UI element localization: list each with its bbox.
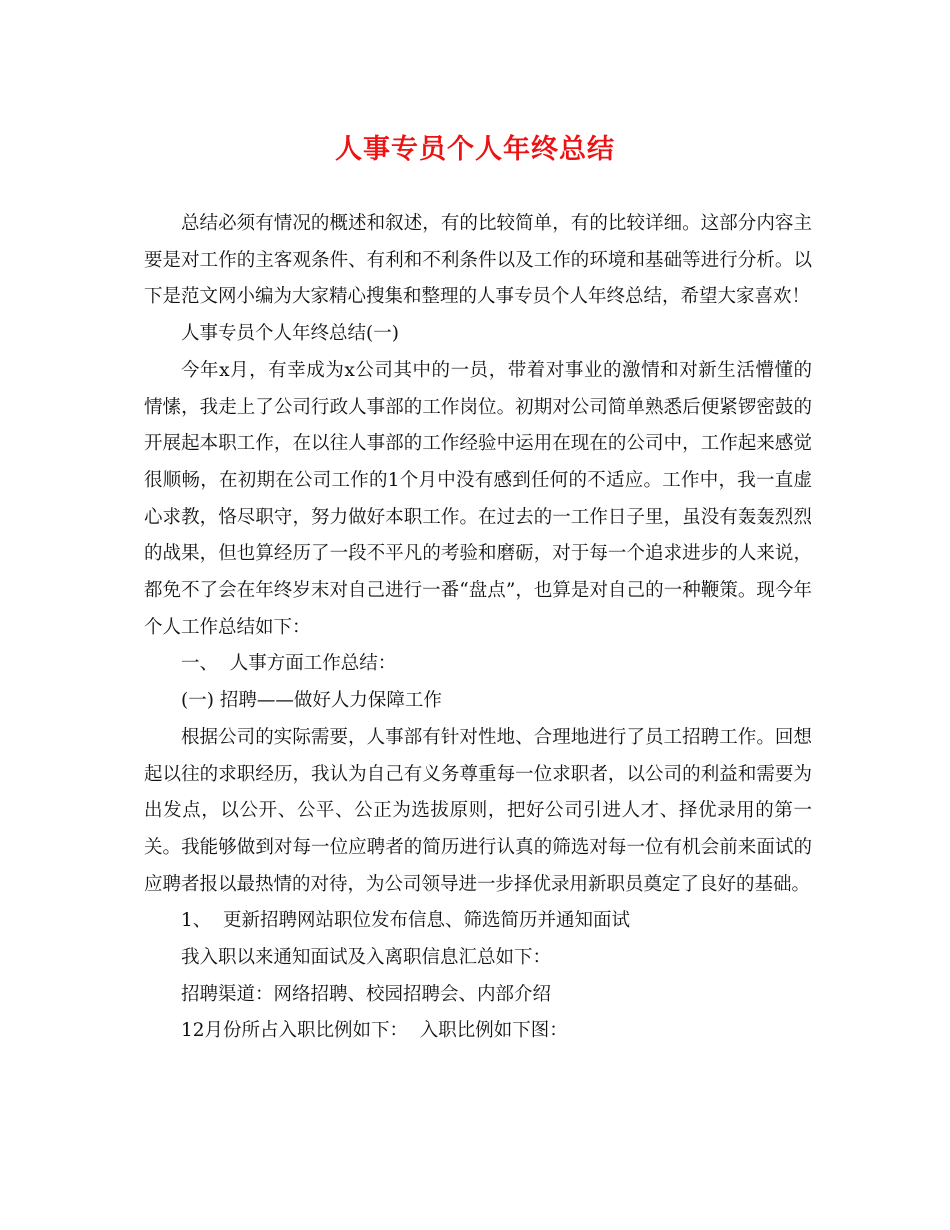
body-paragraph: 根据公司的实际需要，人事部有针对性地、合理地进行了员工招聘工作。回想起以往的求职经历，我认为自己有义务尊重每一位求职者，以公司的利益和需要为出发点，以公开、公平、公正为选拔原则，把好公司引进人才、择优录用的第一关。我能够做到对每一位应聘者的简历进行认真的筛选对每一位有机会前来面试的应聘者报以最热情的对待，为公司领导进一步择优录用新职员奠定了良好的基础。 (144, 726, 812, 895)
body-paragraph: 12月份所占入职比例如下： 入职比例如下图： (181, 1020, 568, 1042)
list-item: 1、 更新招聘网站职位发布信息、筛选简历并通知面试 (181, 910, 631, 932)
intro-paragraph: 总结必须有情况的概述和叙述，有的比较简单，有的比较详细。这部分内容主要是对工作的主客观条件、有利和不利条件以及工作的环境和基础等进行分析。以下是范文网小编为大家精心搜集和整理的人事专员个人年终总结，希望大家喜欢！ (144, 213, 812, 308)
body-paragraph: 招聘渠道：网络招聘、校园招聘会、内部介绍 (181, 983, 552, 1005)
document-body (144, 206, 812, 1050)
body-paragraph: 我入职以来通知面试及入离职信息汇总如下： (181, 947, 552, 969)
section-heading: 人事专员个人年终总结(一) (181, 323, 399, 345)
page-title: 人事专员个人年终总结 (335, 134, 615, 165)
body-paragraph: 今年x月，有幸成为x公司其中的一员，带着对事业的激情和对新生活懵懂的情愫，我走上了公司行政人事部的工作岗位。初期对公司简单熟悉后便紧锣密鼓的开展起本职工作，在以往人事部的工作经验中运用在现在的公司中，工作起来感觉很顺畅，在初期在公司工作的1个月中没有感到任何的不适应。工作中，我一直虚心求教，恪尽职守，努力做好本职工作。在过去的一工作日子里，虽没有轰轰烈烈的战果，但也算经历了一段不平凡的考验和磨砺，对于每一个追求进步的人来说，都免不了会在年终岁末对自己进行一番“盘点”，也算是对自己的一种鞭策。现今年个人工作总结如下： (144, 359, 812, 638)
subsection-heading: (一) 招聘——做好人力保障工作 (181, 690, 442, 712)
subsection-heading: 一、 人事方面工作总结： (181, 653, 397, 675)
